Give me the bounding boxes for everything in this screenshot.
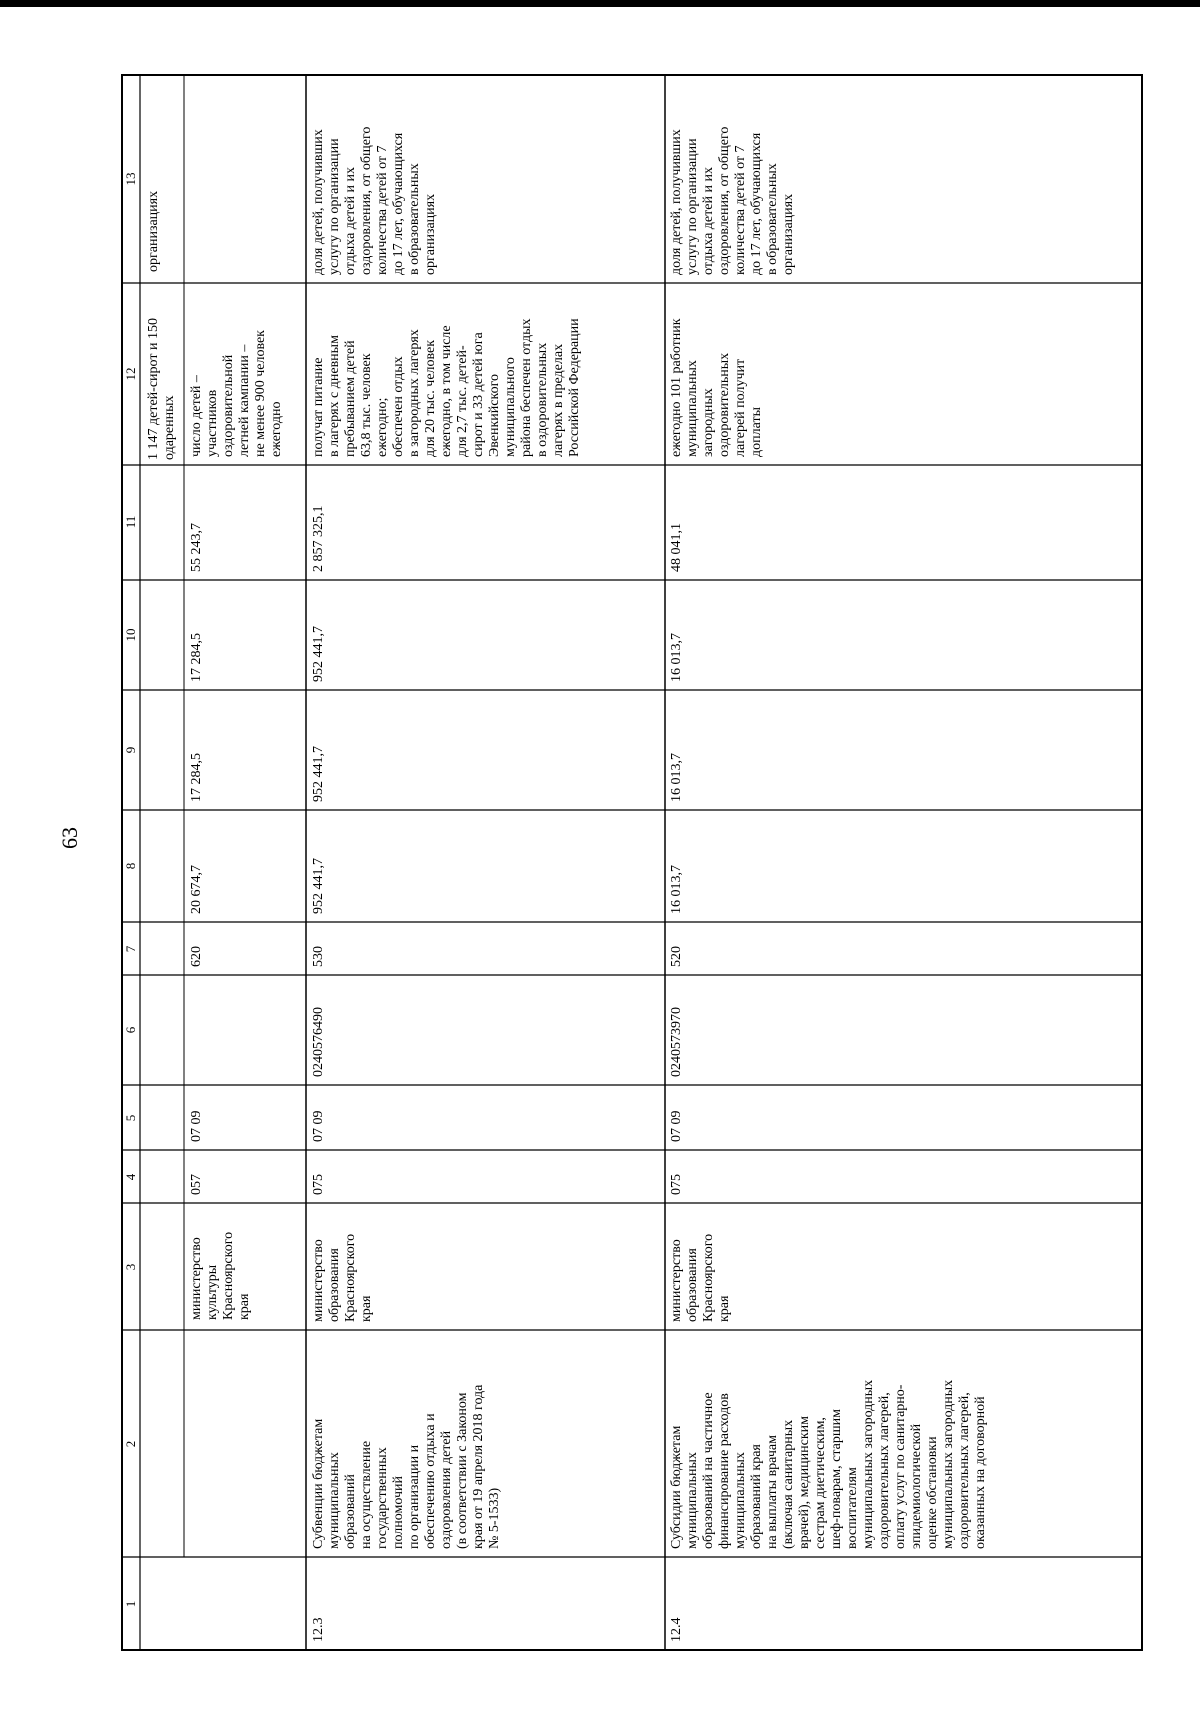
cell-c5: 07 09 [311,1110,326,1142]
row-number: 12.3 [311,1617,326,1642]
cell-c11: 48 041,1 [669,523,684,572]
svg-text:в загородных лагерях: в загородных лагерях [407,329,422,457]
svg-text:организациях: организациях [781,193,796,275]
cell-c4: 075 [311,1174,326,1195]
cell-c11: 2 857 325,1 [311,505,326,572]
svg-text:муниципальных загородных: муниципальных загородных [941,1379,956,1549]
cell-c10: 17 284,5 [189,633,204,682]
svg-text:оздоровительных лагерей,: оздоровительных лагерей, [877,1392,892,1549]
row-number: 12.4 [669,1617,684,1642]
svg-text:ежегодно;: ежегодно; [375,397,390,457]
row-name [311,1384,502,1549]
column-header: 1 [123,1600,138,1608]
continuation-block [146,191,284,1320]
column-header: 11 [123,515,138,529]
svg-text:врачей), медицинским: врачей), медицинским [797,1415,812,1549]
svg-text:(включая санитарных: (включая санитарных [781,1419,796,1549]
table-row-12-3 [311,127,582,1642]
svg-text:летней кампании –: летней кампании – [237,344,252,457]
svg-text:Красноярского: Красноярского [701,1233,716,1322]
svg-text:организациях: организациях [423,193,438,275]
cell-c11: 55 243,7 [189,523,204,572]
svg-text:доля детей, получивших: доля детей, получивших [311,129,326,275]
svg-text:доплаты: доплаты [749,407,764,457]
svg-text:района беспечен отдых: района беспечен отдых [519,318,534,457]
svg-text:в образовательных: в образовательных [407,163,422,275]
svg-text:услугу по организации: услугу по организации [685,138,700,275]
svg-text:участников: участников [205,389,220,457]
svg-text:эпидемиологической: эпидемиологической [909,1423,924,1549]
row-ministry [669,1234,732,1322]
svg-text:образований края: образований края [749,1444,764,1549]
svg-text:шеф-поварам, старшим: шеф-поварам, старшим [829,1409,844,1549]
cell-c6: 0240573970 [669,1007,684,1077]
svg-text:министерство: министерство [189,1237,204,1320]
row-ministry [311,1234,374,1322]
cell-c10: 952 441,7 [311,626,326,682]
row-indicator [311,127,438,275]
column-header: 2 [123,1440,138,1448]
svg-text:муниципальных: муниципальных [685,360,700,457]
svg-text:муниципальных: муниципальных [733,1452,748,1549]
svg-text:ежегодно: ежегодно [269,401,284,457]
table-row-12-4 [669,127,988,1642]
svg-text:воспитателям: воспитателям [845,1467,860,1549]
svg-text:загородных: загородных [701,388,716,457]
svg-text:ежегодно 101 работник: ежегодно 101 работник [669,318,684,457]
svg-text:Эвенкийского: Эвенкийского [487,374,502,457]
svg-text:Субсидии бюджетам: Субсидии бюджетам [669,1425,684,1549]
svg-text:оздоровления, от общего: оздоровления, от общего [717,126,732,275]
svg-text:в образовательных: в образовательных [765,163,780,275]
svg-text:лагерей получит: лагерей получит [733,358,748,457]
row-result [311,318,582,457]
svg-text:полномочий: полномочий [391,1475,406,1549]
svg-text:края: края [359,1295,374,1322]
svg-text:получат питание: получат питание [311,357,326,457]
svg-text:обеспечен отдых: обеспечен отдых [391,356,406,457]
svg-text:Красноярского: Красноярского [343,1233,358,1322]
cell-c9: 952 441,7 [311,746,326,802]
cell-c8: 952 441,7 [311,858,326,914]
svg-text:Субвенции бюджетам: Субвенции бюджетам [311,1418,326,1549]
svg-text:для 2,7 тыс. детей-: для 2,7 тыс. детей- [455,345,470,457]
svg-text:1 147 детей-сирот и 150: 1 147 детей-сирот и 150 [146,318,161,460]
page-number: 63 [57,827,82,849]
column-header: 8 [123,862,138,870]
svg-text:оздоровления детей: оздоровления детей [439,1430,454,1549]
svg-text:на осуществление: на осуществление [359,1440,374,1549]
col13-top-text: организациях [146,190,161,272]
svg-text:пребыванием детей: пребыванием детей [343,340,358,457]
col12-top-text [146,318,177,460]
svg-text:по организации и: по организации и [407,1444,422,1549]
svg-text:(в соответствии с Законом: (в соответствии с Законом [455,1392,470,1549]
column-header: 4 [123,1173,138,1181]
column-header: 13 [123,172,138,186]
cell-c5: 07 09 [669,1110,684,1142]
svg-text:для 20 тыс. человек: для 20 тыс. человек [423,339,438,457]
cell-c7: 530 [311,946,326,967]
svg-text:на выплаты врачам: на выплаты врачам [765,1435,780,1549]
column-header: 5 [123,1114,138,1122]
cell-c4: 057 [189,1174,204,1195]
svg-text:края: края [237,1293,252,1320]
svg-text:муниципальных: муниципальных [685,1452,700,1549]
cell-c5: 07 09 [189,1110,204,1142]
svg-text:63,8 тыс. человек: 63,8 тыс. человек [359,353,374,457]
svg-text:оздоровления, от общего: оздоровления, от общего [359,126,374,275]
svg-text:в лагерях с дневным: в лагерях с дневным [327,335,342,457]
svg-text:муниципальных: муниципальных [327,1452,342,1549]
column-header: 12 [123,367,138,381]
svg-text:края: края [717,1295,732,1322]
svg-text:количества детей от 7: количества детей от 7 [375,145,390,275]
cell-c7: 620 [189,946,204,967]
svg-text:№ 5-1533): № 5-1533) [487,1487,502,1549]
cell-c8: 20 674,7 [189,865,204,914]
svg-text:оценке обстановки: оценке обстановки [925,1436,940,1549]
cell-c4: 075 [669,1174,684,1195]
row-name [669,1380,988,1549]
cell-c9: 17 284,5 [189,753,204,802]
svg-text:министерство: министерство [669,1239,684,1322]
svg-text:лагерях в пределах: лагерях в пределах [551,343,566,457]
column-header: 6 [123,1026,138,1034]
svg-text:оплату услуг по санитарно-: оплату услуг по санитарно- [893,1384,908,1549]
column-header: 7 [123,945,138,953]
svg-text:в оздоровительных: в оздоровительных [535,342,550,457]
svg-text:число детей –: число детей – [189,375,204,457]
svg-text:государственных: государственных [375,1447,390,1549]
svg-text:муниципальных загородных: муниципальных загородных [861,1379,876,1549]
svg-text:не менее 900 человек: не менее 900 человек [253,330,268,457]
svg-text:культуры: культуры [205,1264,220,1320]
svg-text:оздоровительных: оздоровительных [717,352,732,457]
svg-text:отдыха детей и их: отдыха детей и их [701,167,716,275]
svg-text:образований на частичное: образований на частичное [701,1392,716,1549]
svg-text:оздоровительной: оздоровительной [221,354,236,457]
svg-text:отдыха детей и их: отдыха детей и их [343,167,358,275]
svg-text:доля детей, получивших: доля детей, получивших [669,129,684,275]
cell-c9: 16 013,7 [669,753,684,802]
ministry-culture [189,1232,252,1320]
cell-c6: 0240576490 [311,1007,326,1077]
svg-text:оздоровительных лагерей,: оздоровительных лагерей, [957,1392,972,1549]
col12-participants [189,330,284,457]
svg-text:ежегодно, в том числе: ежегодно, в том числе [439,325,454,457]
svg-text:края от 19 апреля 2018 года: края от 19 апреля 2018 года [471,1384,486,1549]
svg-text:муниципального: муниципального [503,357,518,457]
svg-text:образований: образований [343,1474,358,1549]
svg-text:образования: образования [327,1248,342,1322]
svg-text:одаренных: одаренных [162,395,177,460]
svg-text:до 17 лет, обучающихся: до 17 лет, обучающихся [749,132,764,275]
svg-text:сестрам диетическим,: сестрам диетическим, [813,1417,828,1549]
svg-text:услугу по организации: услугу по организации [327,138,342,275]
svg-text:сирот и 33 детей юга: сирот и 33 детей юга [471,332,486,457]
column-header: 9 [123,746,138,754]
row-indicator [669,127,796,275]
cell-c7: 520 [669,946,684,967]
cell-c10: 16 013,7 [669,633,684,682]
table-grid [122,75,1142,1650]
column-header: 3 [123,1263,138,1271]
svg-text:Красноярского: Красноярского [221,1231,236,1320]
svg-text:образования: образования [685,1248,700,1322]
column-header-row [123,173,138,1608]
svg-text:министерство: министерство [311,1239,326,1322]
cell-c8: 16 013,7 [669,865,684,914]
row-result [669,318,764,457]
svg-text:Российской Федерации: Российской Федерации [567,318,582,457]
svg-text:количества детей от 7: количества детей от 7 [733,145,748,275]
column-header: 10 [123,628,138,642]
svg-text:до 17 лет, обучающихся: до 17 лет, обучающихся [391,132,406,275]
svg-text:обеспечению отдыха и: обеспечению отдыха и [423,1413,438,1549]
svg-text:оказанных на договорной: оказанных на договорной [973,1396,988,1549]
svg-text:финансирование расходов: финансирование расходов [717,1393,732,1549]
